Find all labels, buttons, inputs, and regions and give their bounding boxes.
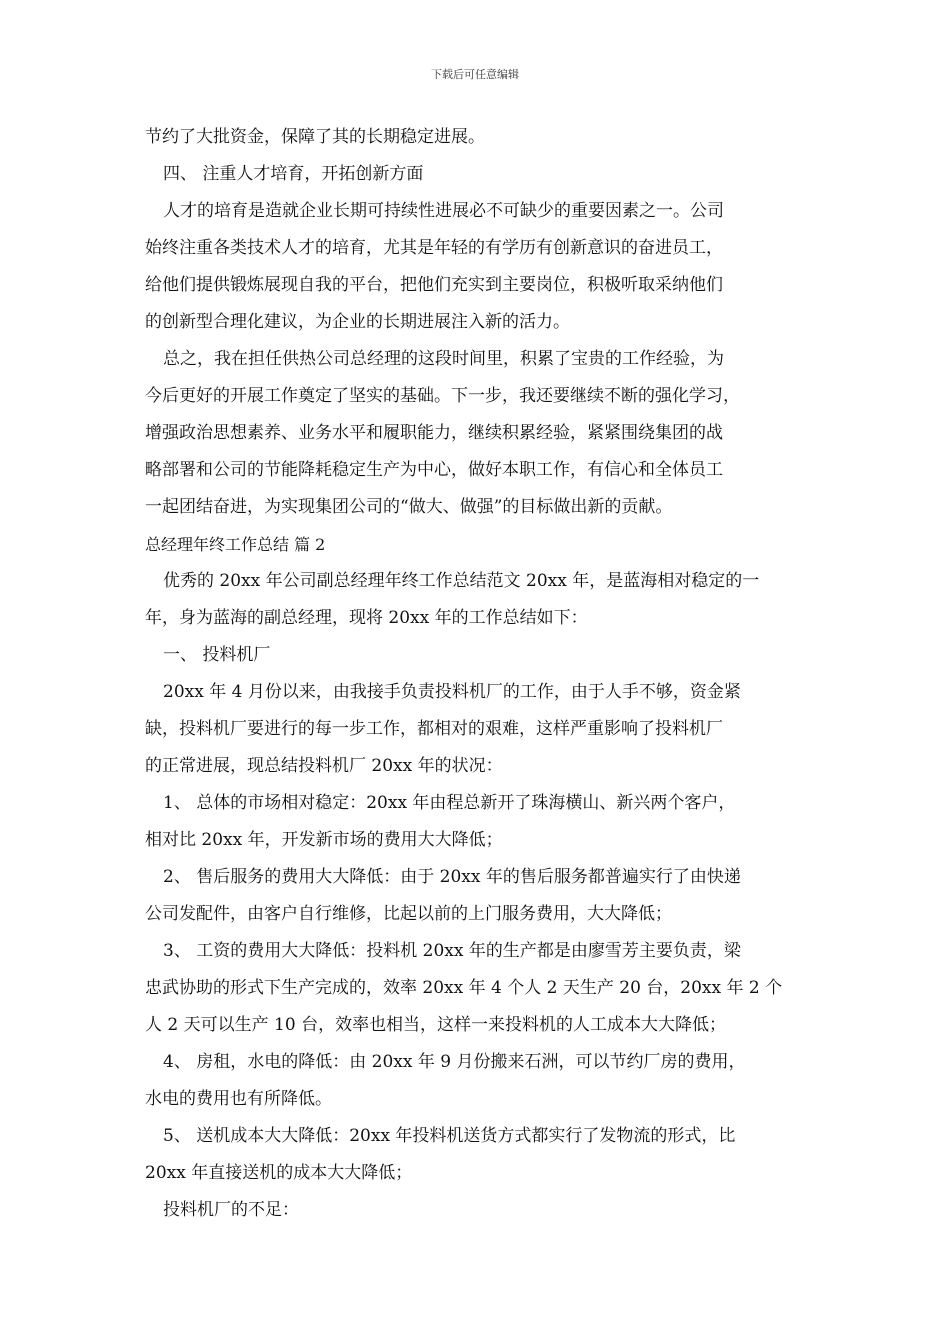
text-line: 始终注重各类技术人才的培育，尤其是年轻的有学历有创新意识的奋进员工， [145, 238, 723, 258]
text-line: 人才的培育是造就企业长期可持续性进展必不可缺少的重要因素之一。公司 [163, 201, 724, 221]
text-line: 20xx 年直接送机的成本大大降低； [145, 1163, 413, 1183]
text-line: 总之，我在担任供热公司总经理的这段时间里，积累了宝贵的工作经验，为 [163, 349, 724, 369]
text-line: 2、 售后服务的费用大大降低：由于 20xx 年的售后服务都普遍实行了由快递 [163, 867, 741, 887]
text-line: 公司发配件，由客户自行维修，比起以前的上门服务费用，大大降低； [145, 904, 672, 924]
text-line: 4、 房租，水电的降低：由 20xx 年 9 月份搬来石洲，可以节约厂房的费用， [163, 1052, 746, 1072]
page-header: 下载后可任意编辑 [431, 68, 519, 81]
text-line: 忠武协助的形式下生产完成的，效率 20xx 年 4 个人 2 天生产 20 台，20xx 年 2 个 [145, 978, 783, 998]
text-line: 一起团结奋进，为实现集团公司的“做大、做强”的目标做出新的贡献。 [145, 497, 673, 517]
text-line: 水电的费用也有所降低。 [145, 1089, 332, 1109]
text-line: 投料机厂的不足： [163, 1200, 299, 1220]
text-line: 给他们提供锻炼展现自我的平台，把他们充实到主要岗位，积极听取采纳他们 [145, 275, 723, 295]
text-line: 优秀的 20xx 年公司副总经理年终工作总结范文 20xx 年，是蓝海相对稳定的一 [163, 571, 760, 591]
text-line: 节约了大批资金，保障了其的长期稳定进展。 [145, 127, 485, 147]
text-line: 缺，投料机厂要进行的每一步工作，都相对的艰难，这样严重影响了投料机厂 [145, 719, 723, 739]
text-line: 人 2 天可以生产 10 台，效率也相当，这样一来投料机的人工成本大大降低； [145, 1015, 727, 1035]
text-line: 四、 注重人才培育，开拓创新方面 [163, 164, 424, 184]
text-line: 略部署和公司的节能降耗稳定生产为中心，做好本职工作，有信心和全体员工 [145, 460, 723, 480]
text-line: 20xx 年 4 月份以来，由我接手负责投料机厂的工作，由于人手不够，资金紧 [163, 682, 741, 702]
text-line: 5、 送机成本大大降低：20xx 年投料机送货方式都实行了发物流的形式，比 [163, 1126, 736, 1146]
text-line: 增强政治思想素养、业务水平和履职能力，继续积累经验，紧紧围绕集团的战 [145, 423, 723, 443]
text-line: 一、 投料机厂 [163, 645, 271, 665]
text-line: 的正常进展，现总结投料机厂 20xx 年的状况： [145, 756, 503, 776]
section-heading: 总经理年终工作总结 篇 2 [145, 535, 326, 554]
text-line: 3、 工资的费用大大降低：投料机 20xx 年的生产都是由廖雪芳主要负责，梁 [163, 941, 741, 961]
text-line: 年，身为蓝海的副总经理，现将 20xx 年的工作总结如下： [145, 608, 588, 628]
document-body [145, 119, 810, 1229]
text-line: 1、 总体的市场相对稳定：20xx 年由程总新开了珠海横山、新兴两个客户， [163, 793, 736, 813]
text-line: 的创新型合理化建议，为企业的长期进展注入新的活力。 [145, 312, 570, 332]
text-line: 今后更好的开展工作奠定了坚实的基础。下一步，我还要继续不断的强化学习， [145, 386, 740, 406]
text-line: 相对比 20xx 年，开发新市场的费用大大降低； [145, 830, 503, 850]
